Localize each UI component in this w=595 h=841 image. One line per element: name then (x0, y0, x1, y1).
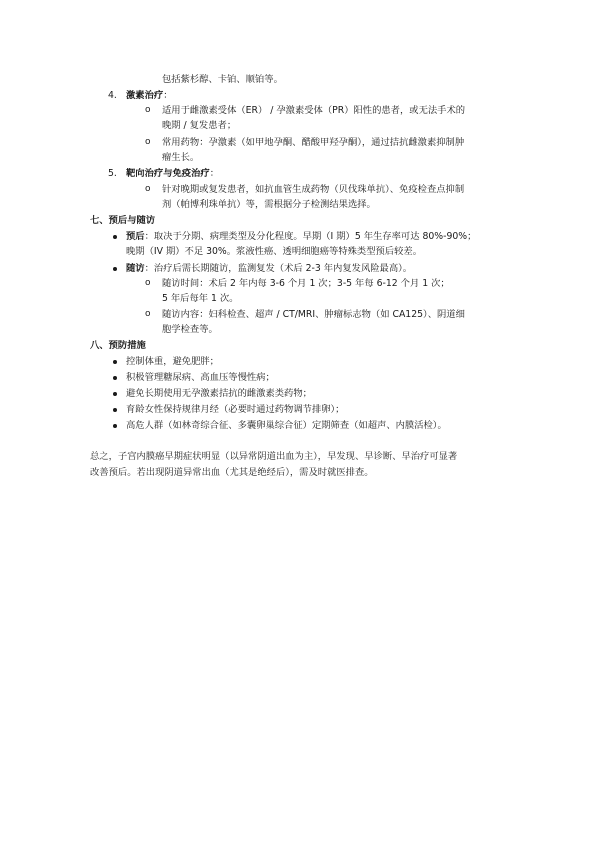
prevention-item: 避免长期使用无孕激素拮抗的雌激素类药物； (126, 388, 312, 399)
followup-content: 随访内容：妇科检查、超声 / CT/MRI、肿瘤标志物（如 CA125）、阴道细 (162, 309, 465, 320)
chemo-drugs-continuation: 包括紫杉醇、卡铂、顺铂等。 (162, 74, 283, 85)
section-heading-prevention: 八、预防措施 (90, 340, 146, 351)
prevention-item: 积极管理糖尿病、高血压等慢性病； (126, 372, 275, 383)
summary-paragraph-cont: 改善预后。若出现阴道异常出血（尤其是绝经后），需及时就医排查。 (90, 467, 374, 478)
sub-bullet-marker: o (145, 184, 151, 194)
item-colon: ： (163, 90, 173, 101)
prevention-item: 控制体重，避免肥胖； (126, 356, 219, 367)
item-title: 激素治疗 (126, 90, 164, 101)
followup-schedule: 随访时间：术后 2 年内每 3-6 个月 1 次；3-5 年每 6-12 个月 1 次； (162, 278, 450, 289)
bullet-dot (113, 424, 117, 428)
section-heading-prognosis: 七、预后与随访 (90, 215, 156, 226)
item-title: 靶向治疗与免疫治疗 (126, 168, 210, 179)
prognosis-label: 预后 (126, 231, 145, 242)
sub-bullet-marker: o (145, 278, 151, 288)
bullet-dot (113, 392, 117, 396)
sub-item-text: 针对晚期或复发患者，如抗血管生成药物（贝伐珠单抗）、免疫检查点抑制 (162, 184, 465, 195)
prognosis-text: ：取决于分期、病理类型及分化程度。早期（I 期）5 年生存率可达 80%-90%； (144, 231, 477, 242)
prevention-item: 高危人群（如林奇综合征、多囊卵巢综合征）定期筛查（如超声、内膜活检）。 (126, 420, 447, 431)
bullet-dot (113, 376, 117, 380)
bullet-dot (113, 360, 117, 364)
item-number: 5. (108, 168, 117, 179)
prevention-item: 育龄女性保持规律月经（必要时通过药物调节排卵）； (126, 404, 345, 415)
followup-schedule-cont: 5 年后每年 1 次。 (162, 293, 239, 304)
bullet-dot (113, 267, 117, 271)
sub-bullet-marker: o (145, 137, 151, 147)
summary-paragraph: 总之，子宫内膜癌早期症状明显（以异常阴道出血为主），早发现、早诊断、早治疗可显著 (90, 451, 458, 462)
bullet-dot (113, 235, 117, 239)
sub-item-text: 适用于雌激素受体（ER） / 孕激素受体（PR）阳性的患者，或无法手术的 (162, 105, 466, 116)
sub-item-text-cont: 剂（帕博利珠单抗）等，需根据分子检测结果选择。 (162, 199, 376, 210)
item-colon: ： (209, 168, 219, 179)
sub-bullet-marker: o (145, 105, 151, 115)
followup-text: ：治疗后需长期随访，监测复发（术后 2-3 年内复发风险最高）。 (144, 263, 413, 274)
bullet-dot (113, 408, 117, 412)
item-number: 4. (108, 90, 117, 101)
sub-item-text: 常用药物：孕激素（如甲地孕酮、醋酸甲羟孕酮），通过拮抗雌激素抑制肿 (162, 137, 465, 148)
prognosis-text-cont: 晚期（IV 期）不足 30%。浆液性癌、透明细胞癌等特殊类型预后较差。 (126, 246, 422, 257)
sub-bullet-marker: o (145, 309, 151, 319)
sub-item-text-cont: 晚期 / 复发患者； (162, 120, 237, 131)
followup-label: 随访 (126, 263, 145, 274)
followup-content-cont: 胞学检查等。 (162, 324, 218, 335)
sub-item-text-cont: 瘤生长。 (162, 152, 200, 163)
